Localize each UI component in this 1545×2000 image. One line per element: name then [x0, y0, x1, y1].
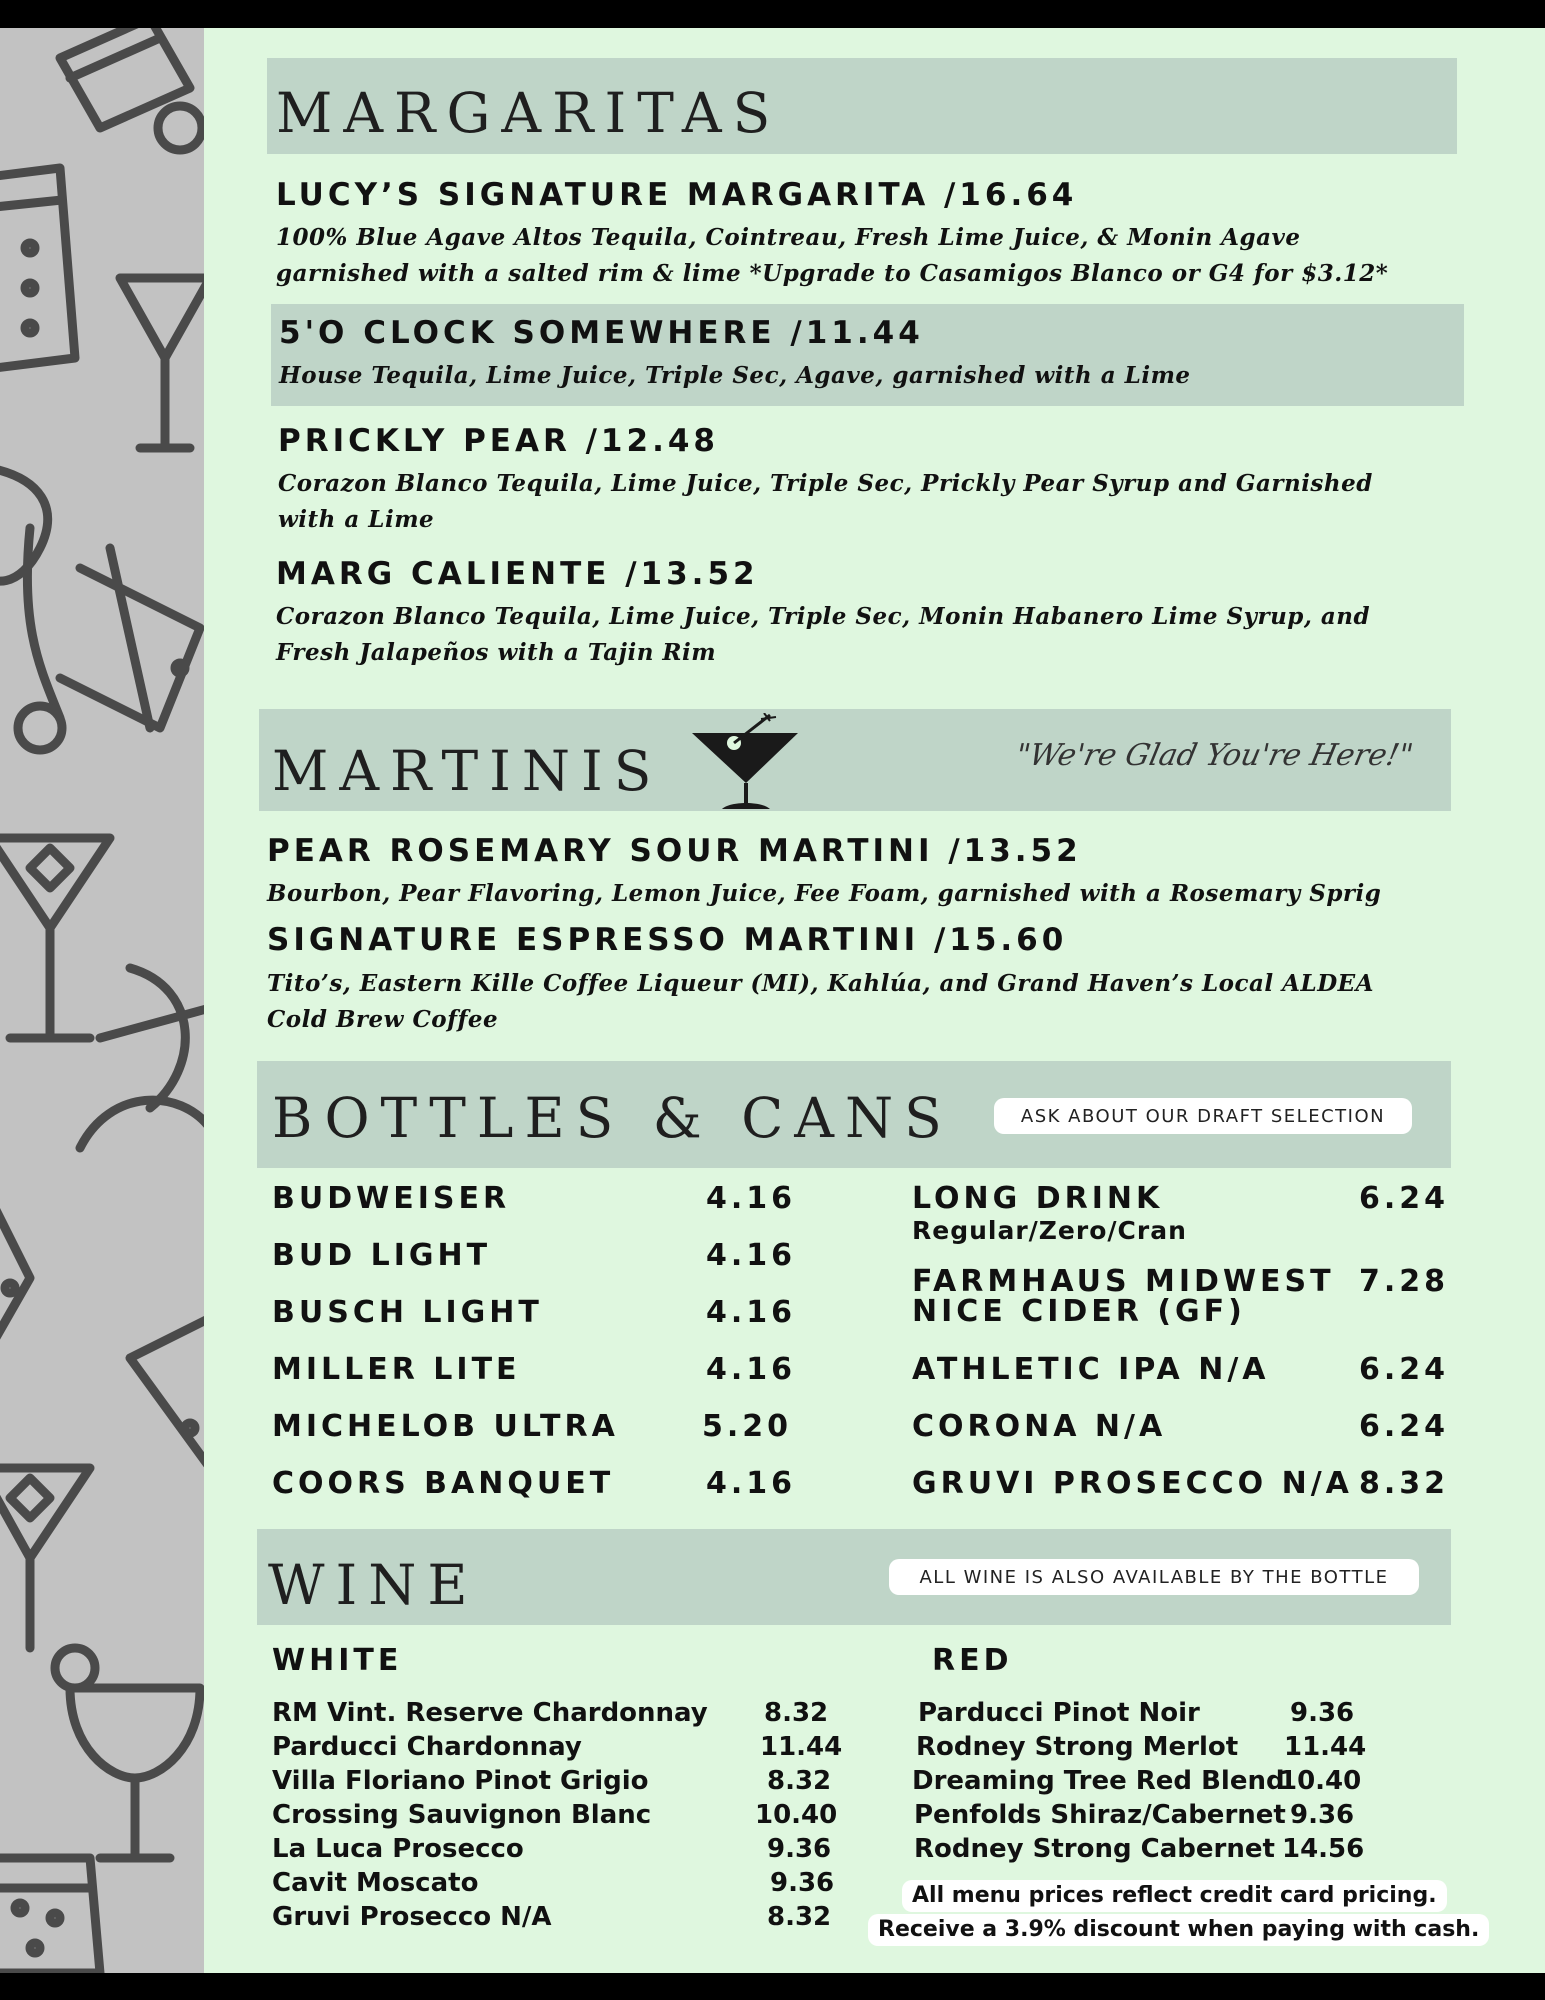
- beer-name: BUSCH LIGHT: [272, 1295, 543, 1330]
- white-wine-heading: WHITE: [272, 1643, 403, 1678]
- wine-price: 9.36: [770, 1868, 835, 1898]
- beer-name: MICHELOB ULTRA: [272, 1409, 619, 1444]
- wine-name: Villa Floriano Pinot Grigio: [272, 1766, 649, 1796]
- menu-item-description: Tito’s, Eastern Kille Coffee Liqueur (MI), Kahlúa, and Grand Haven’s Local ALDEA: [267, 970, 1375, 997]
- wine-name: Crossing Sauvignon Blanc: [272, 1800, 652, 1830]
- beer-name: BUDWEISER: [272, 1181, 511, 1216]
- menu-item-description: Corazon Blanco Tequila, Lime Juice, Triple Sec, Prickly Pear Syrup and Garnished: [278, 470, 1373, 497]
- wine-name: Penfolds Shiraz/Cabernet: [914, 1800, 1286, 1830]
- menu-item-name: 5'O CLOCK SOMEWHERE /11.44: [279, 315, 924, 351]
- wine-bottle-badge: ALL WINE IS ALSO AVAILABLE BY THE BOTTLE: [889, 1559, 1419, 1595]
- wine-price: 9.36: [767, 1834, 832, 1864]
- beer-name: MILLER LITE: [272, 1352, 521, 1387]
- beer-name-line2: NICE CIDER (GF): [912, 1294, 1246, 1329]
- wine-price: 11.44: [760, 1732, 843, 1762]
- wine-title: WINE: [268, 1553, 479, 1617]
- beer-price: 4.16: [706, 1238, 797, 1273]
- menu-page: [0, 28, 1545, 1973]
- beer-name: LONG DRINK: [912, 1181, 1164, 1216]
- menu-item-description: with a Lime: [278, 506, 435, 533]
- credit-card-pricing-note: All menu prices reflect credit card pricing.: [902, 1880, 1447, 1912]
- menu-item-description: Bourbon, Pear Flavoring, Lemon Juice, Fee Foam, garnished with a Rosemary Sprig: [267, 880, 1382, 907]
- wine-name: Parducci Pinot Noir: [918, 1698, 1200, 1728]
- menu-item-name: SIGNATURE ESPRESSO MARTINI /15.60: [267, 922, 1068, 958]
- wine-price: 8.32: [767, 1902, 832, 1932]
- wine-name: Cavit Moscato: [272, 1868, 479, 1898]
- wine-price: 9.36: [1290, 1800, 1355, 1830]
- menu-item-description: garnished with a salted rim & lime *Upgrade to Casamigos Blanco or G4 for $3.12*: [276, 260, 1389, 287]
- beer-price: 4.16: [706, 1466, 797, 1501]
- menu-item-name: MARG CALIENTE /13.52: [276, 556, 759, 592]
- wine-name: La Luca Prosecco: [272, 1834, 524, 1864]
- beer-price: 4.16: [706, 1181, 797, 1216]
- wine-name: Rodney Strong Merlot: [916, 1732, 1239, 1762]
- beer-price: 6.24: [1359, 1352, 1450, 1387]
- beer-price: 4.16: [706, 1295, 797, 1330]
- menu-item-name: PRICKLY PEAR /12.48: [278, 423, 719, 459]
- martinis-title: MARTINIS: [272, 739, 663, 803]
- tagline: "We're Glad You're Here!": [1012, 738, 1417, 773]
- menu-item-description: 100% Blue Agave Altos Tequila, Cointreau, Fresh Lime Juice, & Monin Agave: [276, 224, 1301, 251]
- beer-price: 7.28: [1359, 1264, 1450, 1299]
- draft-selection-badge: ASK ABOUT OUR DRAFT SELECTION: [994, 1098, 1412, 1134]
- menu-item-name: PEAR ROSEMARY SOUR MARTINI /13.52: [267, 833, 1082, 869]
- beer-price: 4.16: [706, 1352, 797, 1387]
- margaritas-title: MARGARITAS: [276, 81, 782, 145]
- wine-name: RM Vint. Reserve Chardonnay: [272, 1698, 708, 1728]
- wine-name: Dreaming Tree Red Blend: [912, 1766, 1285, 1796]
- beer-price: 6.24: [1359, 1181, 1450, 1216]
- menu-item-description: Corazon Blanco Tequila, Lime Juice, Triple Sec, Monin Habanero Lime Syrup, and: [276, 603, 1371, 630]
- beer-name: ATHLETIC IPA N/A: [912, 1352, 1270, 1387]
- menu-item-name: LUCY’S SIGNATURE MARGARITA /16.64: [276, 177, 1078, 213]
- beer-price: 6.24: [1359, 1409, 1450, 1444]
- wine-price: 10.40: [1279, 1766, 1362, 1796]
- menu-item-description: Cold Brew Coffee: [267, 1006, 499, 1033]
- wine-price: 10.40: [755, 1800, 838, 1830]
- beer-name: FARMHAUS MIDWEST: [912, 1264, 1335, 1299]
- wine-price: 14.56: [1282, 1834, 1365, 1864]
- wine-price: 11.44: [1284, 1732, 1367, 1762]
- beer-name: COORS BANQUET: [272, 1466, 615, 1501]
- cash-discount-note: Receive a 3.9% discount when paying with cash.: [868, 1914, 1489, 1946]
- wine-name: Gruvi Prosecco N/A: [272, 1902, 552, 1932]
- cocktail-pattern-sidebar: [0, 28, 204, 1973]
- cocktail-glass-pattern-icon: [0, 28, 204, 1973]
- wine-name: Rodney Strong Cabernet: [914, 1834, 1275, 1864]
- menu-content: [204, 28, 1545, 1973]
- beer-variants: Regular/Zero/Cran: [912, 1216, 1187, 1245]
- bottles-title: BOTTLES & CANS: [272, 1086, 953, 1150]
- wine-price: 8.32: [767, 1766, 832, 1796]
- beer-name: GRUVI PROSECCO N/A: [912, 1466, 1353, 1501]
- menu-item-description: House Tequila, Lime Juice, Triple Sec, Agave, garnished with a Lime: [279, 362, 1191, 389]
- wine-price: 9.36: [1290, 1698, 1355, 1728]
- beer-price: 8.32: [1359, 1466, 1450, 1501]
- menu-item-description: Fresh Jalapeños with a Tajin Rim: [276, 639, 717, 666]
- martini-glass-icon: [690, 713, 802, 813]
- wine-price: 8.32: [764, 1698, 829, 1728]
- red-wine-heading: RED: [932, 1643, 1013, 1678]
- beer-name: CORONA N/A: [912, 1409, 1167, 1444]
- beer-price: 5.20: [702, 1409, 793, 1444]
- wine-name: Parducci Chardonnay: [272, 1732, 582, 1762]
- beer-name: BUD LIGHT: [272, 1238, 492, 1273]
